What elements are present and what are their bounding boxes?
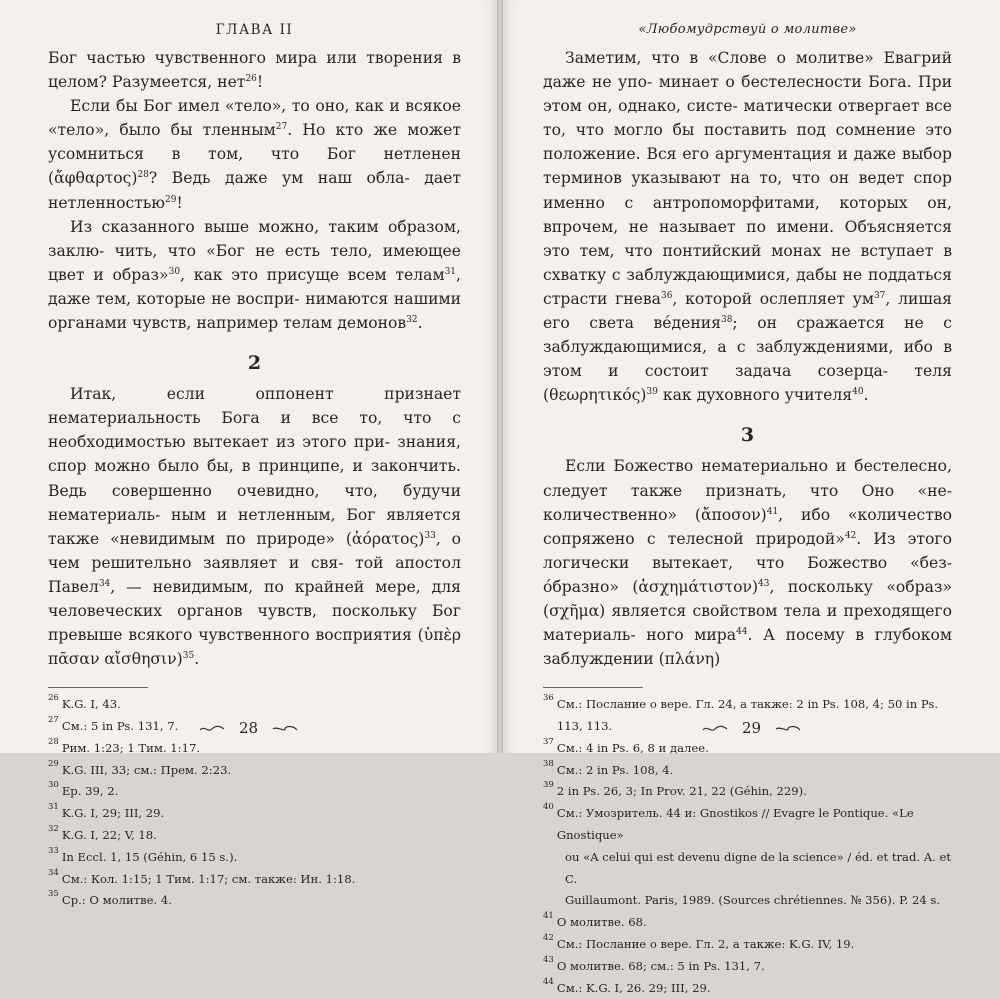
footnote-text: См.: K.G. I, 26. 29; III, 29. bbox=[556, 980, 711, 995]
footnotes bbox=[543, 694, 952, 999]
body-text bbox=[543, 454, 952, 671]
paragraph bbox=[48, 94, 461, 214]
footnote-number: 33 bbox=[48, 845, 59, 856]
text-line: всякого чувственного восприятия (ὑπὲρ πᾶσαν αἴσθησιν)$^{35}$. bbox=[48, 626, 461, 669]
text-line: минает о бестелесности Бога. При этом он, однако, систе- bbox=[543, 73, 952, 116]
text-line: это присуще всем телам$^{31}$, даже тем, которые не воспри- bbox=[48, 265, 461, 308]
footnote-number: 39 bbox=[543, 780, 554, 791]
footnote-number: 26 bbox=[48, 693, 59, 704]
footnote-ref[interactable]: 40 bbox=[852, 387, 864, 398]
text-line: поддаться страсти гнева$^{36}$, которой ослепляет $ум^{37}$, лишая bbox=[543, 265, 952, 308]
text-line: Разумеется, нет$^{26}$! bbox=[112, 73, 264, 92]
footnote-text: См.: Умозритель. 44 и: Gnostikos // Evagre le Pontique. «Le Gnostique» bbox=[556, 806, 914, 843]
footnote bbox=[48, 803, 461, 825]
footnote-ref[interactable]: 36 bbox=[660, 290, 673, 301]
footnote-text: Рим. 1:23; 1 Тим. 1:17. bbox=[61, 740, 201, 755]
footnote bbox=[48, 869, 461, 891]
footnote-text: См.: 5 in Ps. 131, 7. bbox=[61, 719, 179, 734]
footnote-ref[interactable]: 42 bbox=[844, 530, 857, 541]
footnote-text: K.G. I, 29; III, 29. bbox=[61, 806, 165, 821]
paragraph bbox=[48, 215, 461, 335]
text-line: матически отвергает все то, что могло бы поставить под bbox=[543, 97, 952, 140]
footnote-text: См.: 4 in Ps. 6, 8 и далее. bbox=[556, 740, 709, 755]
footnote-ref[interactable]: 38 bbox=[720, 315, 733, 326]
footnote-ref[interactable]: 31 bbox=[444, 266, 457, 277]
footnote bbox=[48, 738, 461, 760]
ornament-swirl-icon bbox=[199, 724, 225, 734]
footnote bbox=[543, 934, 952, 956]
text-line: называет по имени. Объясняется это тем, что понтийский bbox=[543, 217, 952, 260]
page-number-text: 28 bbox=[238, 719, 259, 737]
footnote-ref[interactable]: 35 bbox=[182, 651, 195, 662]
footnote bbox=[543, 956, 952, 978]
footnote-ref[interactable]: 43 bbox=[758, 578, 770, 589]
footnote-number: 32 bbox=[48, 824, 59, 835]
text-line: ного мира$^{44}$. А посему в глубоком заблуждении (πλάνη) bbox=[543, 626, 952, 669]
footnote-text: О молитве. 68. bbox=[556, 915, 647, 930]
footnote-text: K.G. I, 22; V, 18. bbox=[61, 828, 157, 843]
text-line: его света ве́дения$^{38}$; он сражается не с заблуждающимися, bbox=[543, 314, 952, 357]
footnote-number: 44 bbox=[543, 976, 554, 987]
body-text bbox=[48, 46, 461, 335]
footnote-ref[interactable]: 44 bbox=[736, 627, 748, 638]
right-page bbox=[503, 0, 1000, 995]
running-head: «Любомудрствуй о молитве» bbox=[638, 22, 857, 37]
paragraph bbox=[48, 382, 461, 671]
ornament-swirl-icon bbox=[775, 724, 801, 734]
footnote-ref[interactable]: 29 bbox=[164, 194, 177, 205]
footnote-text: Ep. 39, 2. bbox=[61, 784, 119, 799]
footnote-number: 43 bbox=[543, 954, 554, 965]
footnote-ref[interactable]: 41 bbox=[766, 506, 779, 517]
text-line: природе» (ἀόρατος)$^{33}$, о чем решительно заявляет и свя- bbox=[48, 529, 461, 572]
text-line: Бог частью чувственного мира или творения в целом? bbox=[48, 49, 461, 92]
footnote bbox=[543, 760, 952, 782]
footnote-text: Guillaumont. Paris, 1989. (Sources chrétiennes. № 356). P. 24 s. bbox=[565, 893, 941, 908]
footnote-rule bbox=[48, 687, 148, 688]
footnote-rule bbox=[543, 687, 643, 688]
footnote-ref[interactable]: 26 bbox=[245, 74, 257, 85]
footnote-ref[interactable]: 32 bbox=[406, 315, 418, 326]
page-number bbox=[0, 719, 497, 737]
footnote-text: K.G. III, 33; см.: Прем. 2:23. bbox=[61, 762, 232, 777]
text-line: той апостол Павел$^{34}$, — невидимым, по крайней мере, bbox=[48, 553, 461, 596]
text-line: нимаются нашими органами чувств, например телам bbox=[48, 289, 461, 333]
text-line: дает нетленностью$^{29}$! bbox=[48, 169, 461, 212]
footnote-ref[interactable]: 33 bbox=[424, 530, 436, 541]
footnote-text: In Eccl. 1, 15 (Géhin, 6 15 s.). bbox=[61, 849, 238, 864]
left-page bbox=[0, 0, 497, 908]
text-line: Заметим, что в «Слове о молитве» Евагрий даже не упо- bbox=[543, 49, 952, 92]
text-line: ибо «количество сопряжено с телесной природой»$^{42}$. bbox=[543, 505, 952, 548]
footnote-number: 29 bbox=[48, 758, 59, 769]
footnote bbox=[543, 978, 952, 999]
text-line: Если Божество нематериально и бестелесно, следует bbox=[543, 457, 952, 500]
footnote-number: 27 bbox=[48, 715, 59, 726]
text-line: выбор терминов указывают на то, что он ведет спор bbox=[543, 145, 952, 188]
footnote bbox=[48, 825, 461, 847]
footnote bbox=[48, 760, 461, 782]
footnote-number: 37 bbox=[543, 736, 554, 747]
footnote-number: 41 bbox=[543, 911, 554, 922]
body-text bbox=[543, 46, 952, 407]
paragraph bbox=[48, 46, 461, 94]
footnote bbox=[543, 803, 952, 847]
paragraph bbox=[543, 454, 952, 671]
footnote-ref[interactable]: 30 bbox=[168, 266, 181, 277]
section-number: 3 bbox=[740, 424, 755, 447]
text-line: и все то, что с необходимостью вытекает из этого при- bbox=[48, 409, 461, 452]
footnote-ref[interactable]: 34 bbox=[98, 578, 111, 589]
footnote-number: 36 bbox=[543, 693, 554, 704]
footnote-number: 31 bbox=[48, 802, 59, 813]
section-number: 2 bbox=[247, 352, 262, 375]
footnote-number: 28 bbox=[48, 736, 59, 747]
body-text bbox=[48, 382, 461, 671]
footnote-ref[interactable]: 37 bbox=[873, 290, 886, 301]
text-line: Из сказанного выше можно, таким образом, заклю- bbox=[48, 217, 461, 260]
text-line: теля $(\theta\varepsilon\omega\rho\eta\tau\iota\kappa ό\varsigma)^{39}$ как духовного учителя$^{40}$. bbox=[543, 362, 952, 405]
footnote-ref[interactable]: 27 bbox=[275, 122, 288, 133]
footnote bbox=[543, 912, 952, 934]
text-line: Из этого логически вытекает, что Божество «без- bbox=[543, 529, 952, 572]
page-number bbox=[503, 719, 1000, 737]
footnote bbox=[543, 847, 952, 891]
footnote-ref[interactable]: 39 bbox=[646, 387, 658, 398]
footnote-text: K.G. I, 43. bbox=[61, 697, 121, 712]
footnote-text: См.: 2 in Ps. 108, 4. bbox=[556, 762, 674, 777]
footnote-text: См.: Послание о вере. Гл. 24, а также: 2 in Ps. 108, 4; 50 in Ps. 113, 113. bbox=[556, 697, 939, 734]
page-number-text: 29 bbox=[741, 719, 762, 737]
text-line: монах не вступает в схватку с заблуждающимися, дабы не bbox=[543, 241, 952, 284]
text-line: ным и нетленным, Бог является также «невидимым по bbox=[48, 505, 461, 548]
text-line: Ведь совершенно очевидно, что, будучи нематериаль- bbox=[48, 481, 461, 524]
text-line: что Бог нетленен (ἄφθαρτος)$^{28}$? Ведь даже ум наш обла- bbox=[48, 145, 461, 188]
footnote bbox=[543, 890, 952, 912]
text-line: Если бы Бог имел «тело», то оно, как и всякое «тело», bbox=[48, 97, 461, 140]
running-head: ГЛАВА II bbox=[215, 22, 294, 38]
footnote-text: См.: Кол. 1:15; 1 Тим. 1:17; см. также: Ин. 1:18. bbox=[61, 871, 356, 886]
footnote-text: ou «A celui qui est devenu digne de la science» / éd. et trad. A. et C. bbox=[565, 849, 952, 886]
ornament-swirl-icon bbox=[702, 724, 728, 734]
footnote bbox=[48, 694, 461, 716]
footnote bbox=[48, 847, 461, 869]
text-line: Итак, если оппонент признает нематериальность Бога bbox=[48, 385, 461, 428]
footnote bbox=[48, 781, 461, 803]
text-line: чить, что «Бог не есть тело, имеющее цвет и образ»$^{30}$, как bbox=[48, 241, 461, 284]
footnote bbox=[48, 890, 461, 912]
footnote-text: О молитве. 68; см.: 5 in Ps. 131, 7. bbox=[556, 958, 765, 973]
text-line: сомнение это положение. Вся его аргументация и даже bbox=[543, 121, 952, 164]
text-line: было бы тленным$^{27}$. Но кто же может усомниться в том, bbox=[48, 121, 461, 164]
text-line: демонов$^{32}$. bbox=[337, 314, 423, 333]
footnote-text: 2 in Ps. 26, 3; In Prov. 21, 22 (Géhin, 229). bbox=[556, 784, 807, 799]
footnote-number: 38 bbox=[543, 758, 554, 769]
text-line: для человеческих органов чувств, поскольку Бог превыше bbox=[48, 577, 461, 645]
footnote-text: Ср.: О молитве. 4. bbox=[61, 893, 172, 908]
paragraph bbox=[543, 46, 952, 407]
text-line: также признать, что Оно «не-количественно» (ἄποσον)$^{41}$, bbox=[543, 481, 952, 524]
ornament-swirl-icon bbox=[272, 724, 298, 734]
footnote-number: 30 bbox=[48, 780, 59, 791]
footnote-number: 34 bbox=[48, 867, 59, 878]
text-line: является свойством тела и преходящего материаль- bbox=[543, 601, 952, 645]
footnote-ref[interactable]: 28 bbox=[137, 170, 149, 181]
text-line: именно с антропоморфитами, которых он, впрочем, не bbox=[543, 193, 952, 236]
footnote bbox=[543, 781, 952, 803]
footnote-text: См.: Послание о вере. Гл. 2, а также: K.G. IV, 19. bbox=[556, 937, 855, 952]
footnote-number: 42 bbox=[543, 933, 554, 944]
footnote-number: 35 bbox=[48, 889, 59, 900]
footnote-number: 40 bbox=[543, 802, 554, 813]
text-line: знания, спор можно было бы, в принципе, и закончить. bbox=[48, 433, 461, 476]
text-line: а с заблуждениями, ибо в этом и состоит задача созерца- bbox=[543, 338, 952, 381]
footnote bbox=[543, 738, 952, 760]
text-line: о́бразно» (ἀσχημάτιστον)$^{43}$, поскольку «образ» (σχῆμα) bbox=[543, 577, 952, 620]
